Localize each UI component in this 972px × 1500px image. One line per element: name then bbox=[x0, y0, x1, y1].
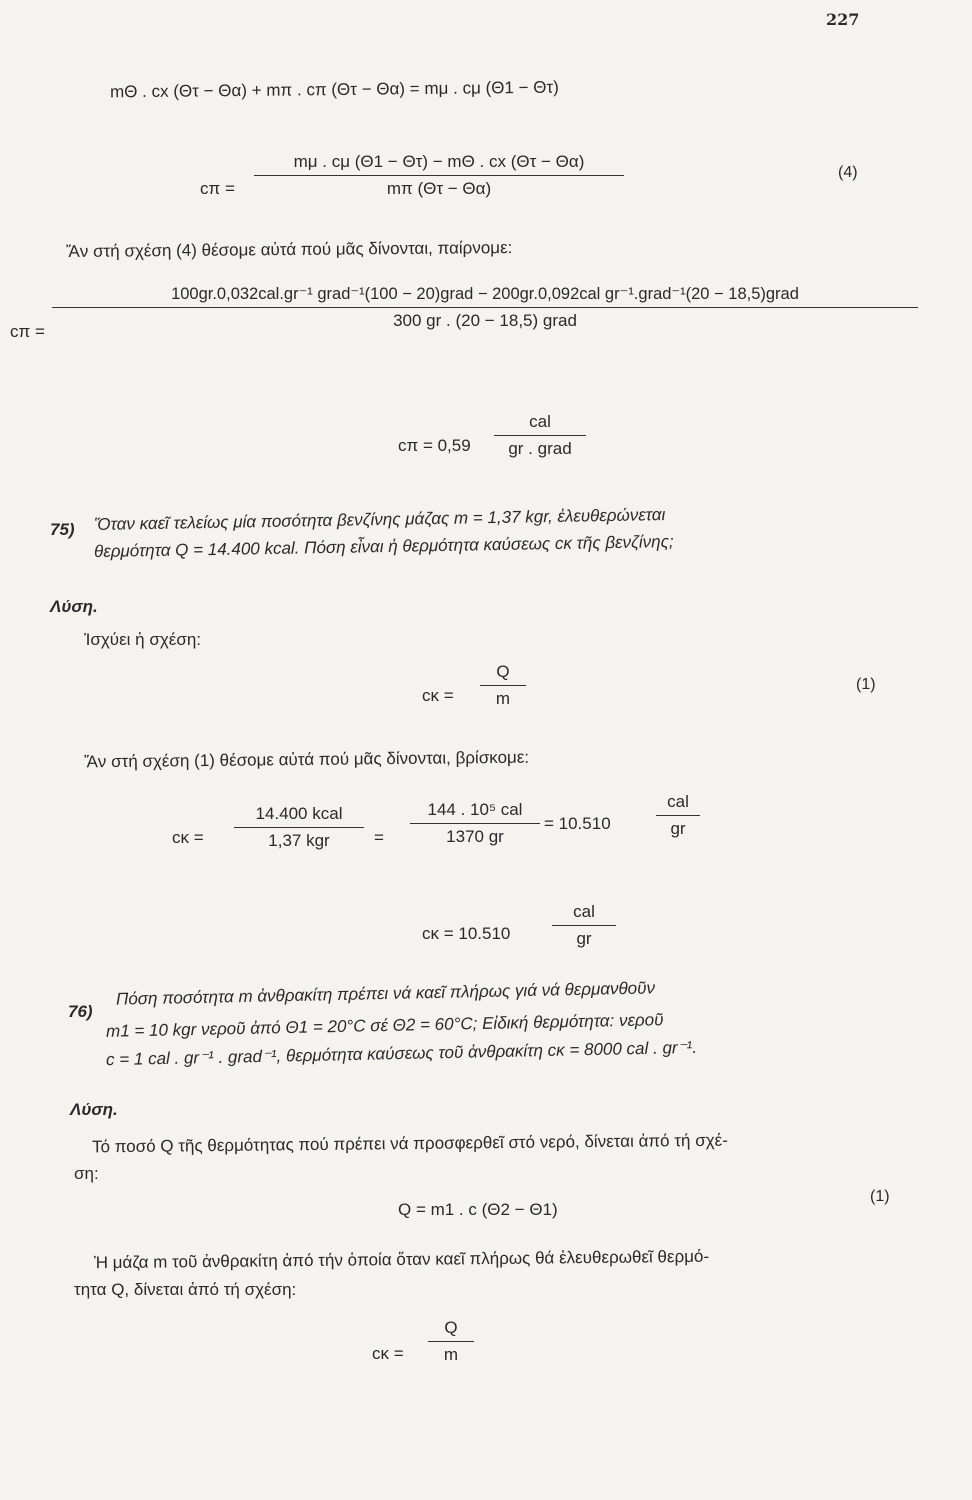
fraction-bar bbox=[494, 435, 586, 436]
calc-f1-den: 1,37 kgr bbox=[268, 831, 330, 850]
calc-f2-den: 1370 gr bbox=[446, 827, 504, 846]
text-mass-line2: τητα Q, δίνεται ἀπό τή σχέση: bbox=[74, 1280, 297, 1299]
text-holds: Ἰσχύει ἡ σχέση: bbox=[84, 630, 202, 649]
solution-label-75: Λύση. bbox=[50, 597, 98, 616]
result-unit-den: gr . grad bbox=[508, 439, 572, 458]
fraction-bar bbox=[552, 925, 616, 926]
problem-75-line2: θερμότητα Q = 14.400 kcal. Πόση εἶναι ἡ θερμότητα καύσεως cκ τῆς βενζίνης; bbox=[93, 531, 674, 562]
fraction-bar bbox=[234, 827, 364, 828]
subst-numerator: 100gr.0,032cal.gr⁻¹ grad⁻¹(100 − 20)grad − 200gr.0,092cal gr⁻¹.grad⁻¹(20 − 18,5)grad bbox=[171, 285, 799, 303]
calc-f2-num: 144 . 10⁵ cal bbox=[427, 800, 523, 819]
calc-fraction-1 bbox=[234, 804, 364, 851]
calc-unit-den: gr bbox=[670, 819, 686, 838]
subst-fraction bbox=[52, 284, 918, 331]
text-substitute-4: Ἄν στή σχέση (4) θέσομε αὐτά πού μᾶς δίνονται, παίρνομε: bbox=[65, 238, 513, 261]
eq1-numerator: Q bbox=[496, 662, 510, 681]
problem-76-line3: c = 1 cal . gr⁻¹ . grad⁻¹, θερμότητα καύσεως τοῦ ἀνθρακίτη cκ = 8000 cal . gr⁻¹. bbox=[105, 1037, 698, 1070]
eq4-denominator: mπ (Θτ − Θα) bbox=[386, 179, 492, 198]
calc-f1-num: 14.400 kcal bbox=[255, 804, 343, 823]
fraction-bar bbox=[480, 685, 526, 686]
result-lhs: cπ = 0,59 bbox=[398, 436, 471, 455]
last-numerator: Q bbox=[444, 1318, 458, 1337]
problem-75-line1: Ὅταν καεῖ τελείως μία ποσότητα βενζίνης μάζας m = 1,37 kgr, ἐλευθερώνεται bbox=[93, 505, 666, 534]
subst-denominator: 300 gr . (20 − 18,5) grad bbox=[393, 311, 577, 330]
solution-label-76: Λύση. bbox=[70, 1100, 118, 1119]
problem-76-line1: Πόση ποσότητα m ἀνθρακίτη πρέπει νά καεῖ πλήρως γιά νά θερμανθοῦν bbox=[115, 978, 656, 1009]
final-unit-num: cal bbox=[573, 902, 595, 921]
problem-76-label: 76) bbox=[68, 1002, 93, 1021]
fraction-bar bbox=[52, 307, 918, 308]
problem-76-line2: m1 = 10 kgr νεροῦ ἀπό Θ1 = 20°C σέ Θ2 = 60°C; Εἰδική θερμότητα: νεροῦ bbox=[105, 1010, 664, 1041]
calc-result: = 10.510 bbox=[544, 814, 611, 833]
final-lhs: cκ = 10.510 bbox=[422, 924, 511, 943]
eq1-denominator: m bbox=[495, 689, 511, 708]
eq4-number: (4) bbox=[838, 164, 858, 181]
calc-equals: = bbox=[374, 828, 384, 847]
text-heat-line2: ση: bbox=[74, 1164, 99, 1183]
result-unit bbox=[494, 412, 586, 459]
fraction-bar bbox=[656, 815, 700, 816]
final-unit-den: gr bbox=[576, 929, 592, 948]
calc-unit bbox=[656, 792, 700, 839]
fraction-bar bbox=[410, 823, 540, 824]
calc-unit-num: cal bbox=[667, 792, 689, 811]
eq-q-number: (1) bbox=[870, 1188, 890, 1205]
calc-fraction-2 bbox=[410, 800, 540, 847]
text-heat-line1: Τό ποσό Q τῆς θερμότητας πού πρέπει νά προσφερθεῖ στό νερό, δίνεται ἀπό τή σχέ- bbox=[91, 1130, 728, 1157]
fraction-bar bbox=[254, 175, 624, 176]
page-number: 227 bbox=[826, 10, 860, 29]
calc-lhs: cκ = bbox=[172, 828, 204, 847]
last-fraction bbox=[428, 1318, 474, 1365]
eq-q: Q = m1 . c (Θ2 − Θ1) bbox=[398, 1200, 558, 1219]
eq4-fraction bbox=[254, 152, 624, 199]
result-unit-num: cal bbox=[529, 412, 551, 431]
last-denominator: m bbox=[443, 1345, 459, 1364]
last-lhs: cκ = bbox=[372, 1344, 404, 1363]
subst-lhs: cπ = bbox=[10, 322, 45, 341]
fraction-bar bbox=[428, 1341, 474, 1342]
text-mass-line1: Ἡ μάζα m τοῦ ἀνθρακίτη ἀπό τήν ὁποία ὅταν καεῖ πλήρως θά ἐλευθερωθεῖ θερμό- bbox=[93, 1246, 710, 1273]
heat-balance-equation: mΘ . cx (Θτ − Θα) + mπ . cπ (Θτ − Θα) = mμ . cμ (Θ1 − Θτ) bbox=[109, 77, 559, 102]
eq1-fraction bbox=[480, 662, 526, 709]
eq1-lhs: cκ = bbox=[422, 686, 454, 705]
final-unit bbox=[552, 902, 616, 949]
eq4-numerator: mμ . cμ (Θ1 − Θτ) − mΘ . cx (Θτ − Θα) bbox=[293, 152, 585, 171]
problem-75-label: 75) bbox=[50, 520, 75, 539]
eq1-number: (1) bbox=[856, 676, 876, 693]
eq4-lhs: cπ = bbox=[200, 179, 235, 198]
text-substitute-1: Ἄν στή σχέση (1) θέσομε αὐτά πού μᾶς δίνονται, βρίσκομε: bbox=[83, 747, 530, 772]
